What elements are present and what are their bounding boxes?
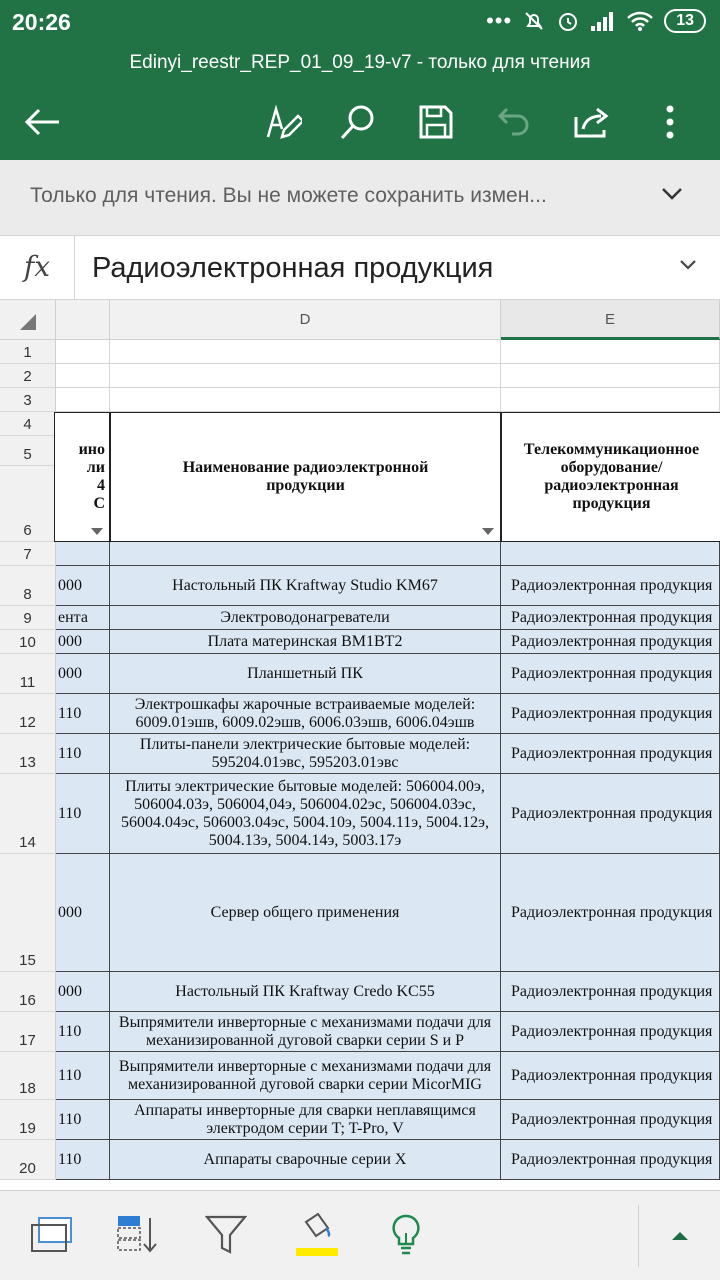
cell[interactable] [110, 340, 501, 364]
cell-product-name[interactable] [110, 606, 501, 630]
filter-dropdown-icon[interactable] [91, 528, 103, 535]
cell-category[interactable] [501, 654, 720, 694]
cell-category[interactable] [501, 1100, 720, 1140]
chevron-down-icon[interactable] [678, 258, 698, 272]
cell-text: Радиоэлектронная продукция [511, 664, 713, 682]
cell-text: Радиоэлектронная продукция [511, 804, 713, 822]
cell-text: Настольный ПК Kraftway Studio KM67 [172, 576, 438, 594]
back-button[interactable] [12, 94, 72, 150]
freeze-panes-button[interactable] [22, 1209, 82, 1261]
cell-text: Аппараты инверторные для сварки неплавящимся электродом серии T; T-Pro, V [134, 1101, 476, 1137]
cell-product-name[interactable] [110, 1100, 501, 1140]
cell[interactable] [501, 364, 720, 388]
cell[interactable] [56, 388, 110, 412]
cell-text: 000 [58, 576, 82, 594]
cell-text: 000 [58, 903, 82, 921]
row-number: 20 [19, 1160, 36, 1177]
cell-code[interactable] [56, 1140, 110, 1180]
cell-text: Плиты электрические бытовые моделей: 506004.00э, 506004.03э, 506004,04э, 506004.02эс, 506004.03эс, 56004.04эс, 506003.04эс, 5004.10э, 5004.11э, 5004.12э, 5004.13э, 5004.14э, 5003.17э [121, 777, 489, 849]
search-button[interactable] [328, 94, 388, 150]
cell-category[interactable] [501, 694, 720, 734]
mute-icon [522, 9, 546, 33]
cell-text: Наименование радиоэлектронной продукции [182, 459, 429, 494]
cell-text: 110 [58, 1022, 82, 1040]
edit-button[interactable] [254, 94, 314, 150]
cell-text: 110 [58, 704, 82, 722]
cell-text: Настольный ПК Kraftway Credo KC55 [175, 982, 435, 1000]
freeze-panes-icon [30, 1215, 74, 1255]
row-header[interactable] [0, 734, 56, 774]
cell-text: Радиоэлектронная продукция [511, 1066, 713, 1084]
row-header[interactable] [0, 854, 56, 972]
cell-product-name[interactable] [110, 630, 501, 654]
row-number: 1 [23, 344, 32, 361]
cell-text: Радиоэлектронная продукция [511, 632, 713, 650]
cell-text: 110 [58, 804, 82, 822]
row-number: 19 [19, 1120, 36, 1137]
filter-icon [205, 1214, 247, 1256]
share-button[interactable] [562, 94, 622, 150]
row-number: 3 [23, 392, 32, 409]
toolbar-separator [638, 1205, 639, 1267]
cell-code[interactable] [56, 630, 110, 654]
cell-product-name[interactable] [110, 734, 501, 774]
cell-category[interactable] [501, 1140, 720, 1180]
cell-text: Плиты-панели электрические бытовые моделей: 595204.01эвс, 595203.01эвс [139, 735, 471, 771]
title-bar [0, 44, 720, 160]
row-number: 4 [23, 416, 32, 433]
cell-text: Выпрямители инверторные с механизмами подачи для механизированной дуговой сварки серии S и P [118, 1013, 492, 1049]
cell-text: Сервер общего применения [210, 903, 400, 921]
wifi-icon [626, 10, 654, 32]
cell-text: Радиоэлектронная продукция [511, 982, 713, 1000]
cell-product-name[interactable] [110, 654, 501, 694]
save-icon [418, 104, 454, 140]
chevron-down-icon[interactable] [660, 186, 684, 202]
formula-value[interactable]: Радиоэлектронная продукция [92, 252, 494, 284]
row-number: 6 [23, 522, 32, 539]
cell-text: Плата материнская BM1BT2 [207, 632, 403, 650]
row-header[interactable] [0, 364, 56, 388]
arrow-left-icon [23, 107, 61, 137]
fill-color-button[interactable] [286, 1209, 346, 1261]
cell[interactable] [501, 542, 720, 566]
filter-button[interactable] [196, 1209, 256, 1261]
corner-triangle-icon [0, 300, 56, 340]
header-cell-d[interactable] [110, 412, 501, 542]
cell-text: Радиоэлектронная продукция [511, 1150, 713, 1168]
row-header[interactable] [0, 1052, 56, 1100]
row-header[interactable] [0, 542, 56, 566]
expand-up-icon [670, 1229, 690, 1241]
cell[interactable] [56, 542, 110, 566]
readonly-banner[interactable] [0, 160, 720, 236]
cell[interactable] [110, 388, 501, 412]
row-header[interactable] [0, 340, 56, 364]
cell-text: 000 [58, 632, 82, 650]
cell-text: Радиоэлектронная продукция [511, 704, 713, 722]
filter-dropdown-icon[interactable] [482, 528, 494, 535]
cell-text: Планшетный ПК [247, 664, 363, 682]
column-header-c[interactable] [56, 300, 110, 340]
fx-icon[interactable]: fx [0, 236, 75, 300]
signal-icon [590, 10, 616, 32]
more-button[interactable] [640, 94, 700, 150]
cell-text: Радиоэлектронная продукция [511, 1110, 713, 1128]
cell-product-name[interactable] [110, 566, 501, 606]
row-header[interactable] [0, 1100, 56, 1140]
cell[interactable] [56, 364, 110, 388]
row-header[interactable] [0, 774, 56, 854]
cell-text: Электрошкафы жарочные встраиваемые моделей: 6009.01эшв, 6009.02эшв, 6006.03эшв, 6006.04эшв [134, 695, 476, 731]
cell[interactable] [56, 340, 110, 364]
cell[interactable] [501, 388, 720, 412]
column-header-d[interactable]: D [110, 300, 501, 340]
cell-code[interactable] [56, 854, 110, 972]
cell-text: Радиоэлектронная продукция [511, 1022, 713, 1040]
cell-code[interactable] [56, 654, 110, 694]
row-number: 14 [19, 834, 36, 851]
cell-text: ента [58, 608, 88, 626]
cell-text: 000 [58, 982, 82, 1000]
status-icons [486, 8, 706, 34]
cell-code[interactable] [56, 566, 110, 606]
row-number: 16 [19, 992, 36, 1009]
row-header[interactable] [0, 1012, 56, 1052]
select-all-corner[interactable] [0, 300, 56, 340]
undo-icon [497, 105, 531, 139]
sort-button[interactable] [108, 1209, 168, 1261]
cell-code[interactable] [56, 734, 110, 774]
cell-code[interactable] [56, 1100, 110, 1140]
row-header[interactable] [0, 630, 56, 654]
status-bar [0, 0, 720, 44]
row-number: 7 [23, 546, 32, 563]
search-icon [340, 104, 376, 140]
readonly-banner-text: Только для чтения. Вы не можете сохранить измен... [30, 184, 547, 207]
cell-code[interactable] [56, 972, 110, 1012]
document-title: Edinyi_reestr_REP_01_09_19-v7 - только для чтения [129, 52, 591, 73]
cell-category[interactable] [501, 1052, 720, 1100]
cell-code[interactable] [56, 1052, 110, 1100]
cell-product-name[interactable] [110, 854, 501, 972]
cell-text: Радиоэлектронная продукция [511, 744, 713, 762]
cell-text: 110 [58, 744, 82, 762]
ideas-button[interactable] [376, 1209, 436, 1261]
pen-icon [266, 103, 302, 141]
row-number: 9 [23, 610, 32, 627]
row-header[interactable] [0, 972, 56, 1012]
cell-category[interactable] [501, 972, 720, 1012]
header-cell-c[interactable] [54, 412, 110, 542]
cell-code[interactable] [56, 606, 110, 630]
document-filename: Edinyi_reestr_REP_01_09_19-v7 [129, 52, 412, 73]
cell-text: 110 [58, 1066, 82, 1084]
cell-product-name[interactable] [110, 774, 501, 854]
share-icon [573, 105, 611, 139]
cell-text: Радиоэлектронная продукция [511, 903, 713, 921]
cell-category[interactable] [501, 774, 720, 854]
row-header[interactable] [0, 412, 56, 436]
cell[interactable] [501, 340, 720, 364]
column-header-e[interactable]: E [501, 300, 720, 340]
row-number: 12 [19, 714, 36, 731]
header-text-c: ино ли 4 С [78, 441, 105, 512]
cell-product-name[interactable] [110, 1012, 501, 1052]
toolbar [0, 94, 720, 150]
cell-text: Радиоэлектронная продукция [511, 576, 713, 594]
header-cell-e[interactable] [501, 412, 720, 542]
sort-icon [116, 1214, 160, 1256]
cell-category[interactable] [501, 734, 720, 774]
cell-code[interactable] [56, 694, 110, 734]
cell-text: Телекоммуникационное оборудование/ радиоэлектронная продукция [523, 441, 700, 512]
document-readonly-label: только для чтения [428, 52, 591, 73]
row-header[interactable] [0, 1140, 56, 1180]
cell-text: Электроводонагреватели [220, 608, 390, 626]
cell-text: 000 [58, 664, 82, 682]
spreadsheet-grid[interactable] [0, 300, 720, 1190]
row-number: 18 [19, 1080, 36, 1097]
row-number: 15 [19, 952, 36, 969]
more-vertical-icon [665, 104, 675, 140]
alarm-icon [556, 9, 580, 33]
formula-bar[interactable] [0, 236, 720, 300]
row-header[interactable] [0, 606, 56, 630]
bottom-toolbar [0, 1190, 720, 1280]
row-header[interactable] [0, 436, 56, 466]
cell-code[interactable] [56, 1012, 110, 1052]
row-header[interactable] [0, 654, 56, 694]
row-number: 11 [19, 674, 36, 691]
cell-text: Радиоэлектронная продукция [511, 608, 713, 626]
dots-icon: ••• [486, 8, 513, 33]
row-number: 2 [23, 368, 32, 385]
cell-product-name[interactable] [110, 1052, 501, 1100]
cell-category[interactable] [501, 606, 720, 630]
row-header[interactable] [0, 466, 56, 542]
undo-button[interactable] [484, 94, 544, 150]
status-time: 20:26 [12, 9, 71, 35]
cell[interactable] [110, 542, 501, 566]
row-header[interactable] [0, 566, 56, 606]
cell-category[interactable] [501, 630, 720, 654]
row-header[interactable] [0, 388, 56, 412]
cell-product-name[interactable] [110, 972, 501, 1012]
cell-text: 110 [58, 1110, 82, 1128]
cell-text: 110 [58, 1150, 82, 1168]
cell-code[interactable] [56, 774, 110, 854]
lightbulb-icon [389, 1213, 423, 1257]
row-number: 5 [23, 446, 32, 463]
battery-indicator: 13 [664, 9, 706, 33]
expand-toolbar-button[interactable] [650, 1209, 710, 1261]
cell-text: Выпрямители инверторные с механизмами подачи для механизированной дуговой сварки серии MicorMIG [118, 1057, 492, 1093]
cell-category[interactable] [501, 854, 720, 972]
cell-category[interactable] [501, 1012, 720, 1052]
save-button[interactable] [406, 94, 466, 150]
cell[interactable] [110, 364, 501, 388]
cell-category[interactable] [501, 566, 720, 606]
row-number: 17 [19, 1032, 36, 1049]
row-number: 13 [19, 754, 36, 771]
row-number: 8 [23, 586, 32, 603]
cell-text: Аппараты сварочные серии X [203, 1150, 407, 1168]
cell-product-name[interactable] [110, 1140, 501, 1180]
row-header[interactable] [0, 694, 56, 734]
cell-product-name[interactable] [110, 694, 501, 734]
fill-color-icon [292, 1212, 340, 1258]
row-number: 10 [19, 634, 36, 651]
